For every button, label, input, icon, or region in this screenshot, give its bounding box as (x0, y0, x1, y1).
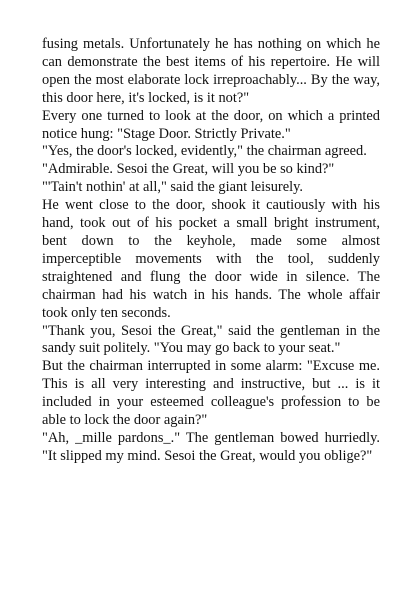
paragraph-6: He went close to the door, shook it cautiously with his hand, took out of his pocket a small bright instrument, bent down to the keyhole, made some almost imperceptible movements with the tool, suddenly straightened and flung the door wide in silence. The chairman had his watch in his hands. The whole affair took only ten seconds. (42, 197, 380, 321)
paragraph-8: But the chairman interrupted in some alarm: "Excuse me. This is all very interesting and instructive, but ... is it included in your esteemed colleague's profession to be able to lock the door again?" (42, 358, 380, 429)
paragraph-9: "Ah, _mille pardons_." The gentleman bowed hurriedly. "It slipped my mind. Sesoi the Great, would you oblige?" (42, 429, 380, 464)
paragraph-5: "'Tain't nothin' at all," said the giant leisurely. (42, 179, 303, 196)
paragraph-7: "Thank you, Sesoi the Great," said the gentleman in the sandy suit politely. "You may go back to your seat." (42, 322, 380, 357)
paragraph-3: "Yes, the door's locked, evidently," the chairman agreed. (42, 143, 367, 160)
paragraph-2: Every one turned to look at the door, on which a printed notice hung: "Stage Door. Strictly Private." (42, 107, 380, 142)
paragraph-1: fusing metals. Unfortunately he has nothing on which he can demonstrate the best items of his repertoire. He will open the most elaborate lock irreproachably... By the way, this door here, it's locked, is it not?" (42, 36, 380, 106)
document-page (42, 36, 380, 466)
paragraph-4: "Admirable. Sesoi the Great, will you be so kind?" (42, 161, 335, 178)
